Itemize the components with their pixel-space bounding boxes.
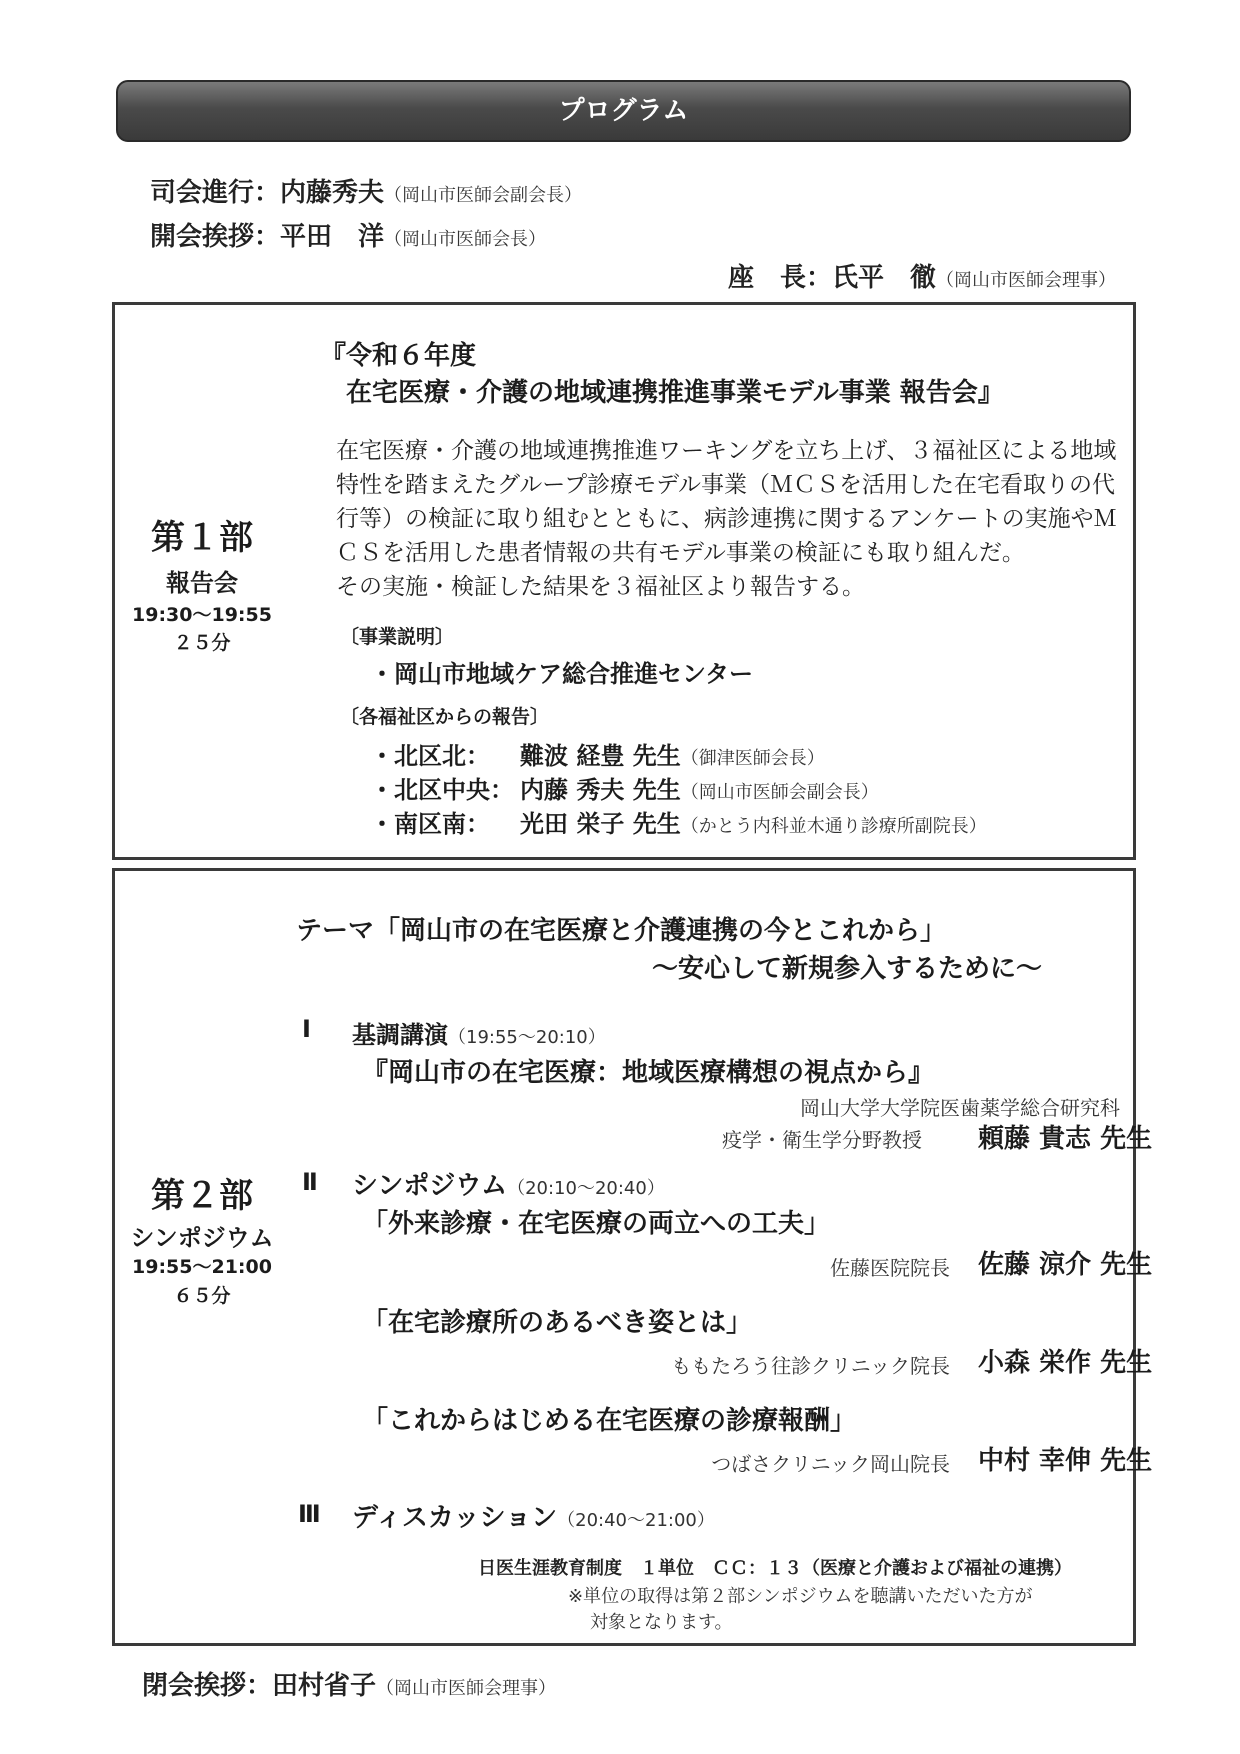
talk-title-1: 「外来診療・在宅医療の両立への工夫」 — [362, 1209, 831, 1239]
part1-description-text: 在宅医療・介護の地域連携推進ワーキングを立ち上げ、３福祉区による地域特性を踏まえたグループ診療モデル事業（ＭＣＳを活用した在宅看取りの代行等）の検証に取り組むとともに、病診連携に関するアンケートの実施やＭＣＳを活用した患者情報の共有モデル事業の検証にも取り組んだ。 — [336, 438, 1117, 566]
part1-duration: ２５分 — [173, 632, 231, 654]
report-affil-1: （御津医師会長） — [680, 748, 825, 769]
part1-title-line2: 在宅医療・介護の地域連携推進事業モデル事業 報告会』 — [346, 378, 1004, 408]
part1-description — [336, 434, 1126, 604]
mc-line — [150, 172, 582, 209]
closing-line — [142, 1665, 556, 1702]
keynote-heading — [352, 1015, 606, 1050]
mc-label: 司会進行： — [150, 178, 281, 208]
chair-name: 氏平 徹 — [832, 263, 937, 293]
part1-reports-label: 〔各福祉区からの報告〕 — [340, 706, 550, 728]
talk-speaker-3: 中村 幸伸 先生 — [978, 1446, 1153, 1476]
discussion-heading — [352, 1497, 715, 1534]
talk-role-2: ももたろう往診クリニック院長 — [671, 1354, 950, 1378]
page-title: プログラム — [558, 96, 689, 126]
mc-affil: （岡山市医師会副会長） — [384, 185, 583, 206]
part2-name: シンポジウム — [130, 1224, 274, 1252]
keynote-numeral: Ⅰ — [302, 1015, 311, 1043]
report-line-1 — [520, 736, 825, 771]
discussion-time: （20:40〜21:00） — [557, 1510, 715, 1531]
keynote-time: （19:55〜20:10） — [448, 1027, 606, 1048]
part1-name: 報告会 — [166, 569, 238, 597]
opening-label: 開会挨拶： — [150, 222, 281, 252]
part1-description-text2: その実施・検証した結果を３福祉区より報告する。 — [336, 574, 865, 600]
part2-theme-line1: テーマ「岡山市の在宅医療と介護連携の今とこれから」 — [296, 916, 947, 946]
report-line-2 — [520, 770, 879, 805]
part1-project-label: 〔事業説明〕 — [340, 626, 455, 648]
opening-name: 平田 洋 — [280, 222, 385, 252]
keynote-speaker: 頼藤 貴志 先生 — [978, 1124, 1153, 1154]
talk-role-3: つばさクリニック岡山院長 — [711, 1452, 950, 1476]
talk-title-2: 「在宅診療所のあるべき姿とは」 — [362, 1308, 753, 1338]
closing-label: 閉会挨拶： — [142, 1671, 273, 1701]
report-affil-2: （岡山市医師会副会長） — [680, 782, 879, 803]
symposium-time: （20:10〜20:40） — [507, 1178, 665, 1199]
report-district-2: ・北区中央： — [370, 776, 514, 804]
credit-note-line2: 対象となります。 — [590, 1612, 733, 1633]
credit-note-line1: ※単位の取得は第２部シンポジウムを聴講いただいた方が — [568, 1586, 1033, 1607]
talk-title-3: 「これからはじめる在宅医療の診療報酬」 — [362, 1406, 857, 1436]
part1-title-line1: 『令和６年度 — [320, 341, 477, 371]
report-name-3: 光田 栄子 先生 — [520, 810, 681, 838]
chair-affil: （岡山市医師会理事） — [936, 270, 1117, 291]
symposium-heading — [352, 1165, 665, 1202]
part2-time: 19:55〜21:00 — [132, 1256, 272, 1278]
keynote-affil2: 疫学・衛生学分野教授 — [722, 1128, 922, 1152]
part1-time: 19:30〜19:55 — [132, 604, 272, 626]
report-affil-3: （かとう内科並木通り診療所副院長） — [680, 816, 987, 837]
talk-role-1: 佐藤医院院長 — [830, 1256, 950, 1280]
report-district-1: ・北区北： — [370, 742, 490, 770]
report-line-3 — [520, 804, 987, 839]
mc-name: 内藤秀夫 — [280, 178, 385, 208]
part1-project-item: ・岡山市地域ケア総合推進センター — [370, 660, 754, 688]
part2-theme-line2: 〜安心して新規参入するために〜 — [652, 954, 1043, 984]
opening-line — [150, 216, 546, 253]
symposium-label: シンポジウム — [352, 1171, 508, 1201]
report-district-3: ・南区南： — [370, 810, 490, 838]
symposium-numeral: Ⅱ — [302, 1168, 318, 1196]
opening-affil: （岡山市医師会長） — [384, 229, 547, 250]
report-name-2: 内藤 秀夫 先生 — [520, 776, 681, 804]
keynote-title: 『岡山市の在宅医療：地域医療構想の視点から』 — [362, 1058, 935, 1088]
discussion-label: ディスカッション — [352, 1503, 558, 1533]
keynote-label: 基調講演 — [352, 1021, 448, 1049]
credit-info: 日医生涯教育制度 １単位 ＣＣ：１３（医療と介護および福祉の連携） — [478, 1558, 1072, 1579]
chair-line — [728, 257, 1116, 294]
closing-name: 田村省子 — [272, 1671, 377, 1701]
talk-speaker-2: 小森 栄作 先生 — [978, 1348, 1153, 1378]
part2-number: 第２部 — [151, 1176, 253, 1216]
keynote-affil1: 岡山大学大学院医歯薬学総合研究科 — [800, 1096, 1120, 1120]
discussion-numeral: Ⅲ — [298, 1500, 321, 1528]
part1-number: 第１部 — [151, 518, 253, 558]
talk-speaker-1: 佐藤 涼介 先生 — [978, 1250, 1153, 1280]
part2-duration: ６５分 — [173, 1285, 231, 1307]
report-name-1: 難波 経豊 先生 — [520, 742, 681, 770]
closing-affil: （岡山市医師会理事） — [376, 1678, 557, 1699]
chair-label: 座 長： — [728, 263, 833, 293]
